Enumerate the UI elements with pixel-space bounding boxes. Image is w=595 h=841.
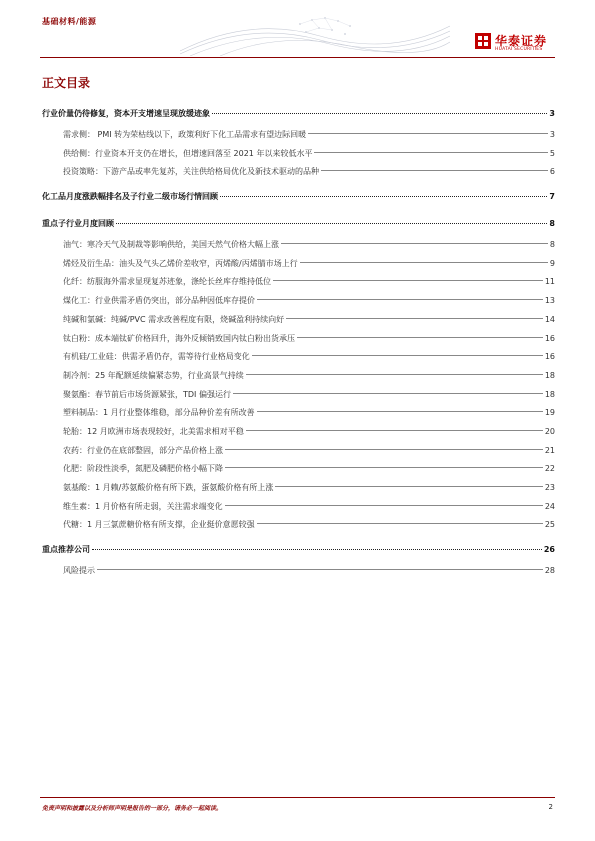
toc-entry-title: 塑料制品：1 月行业整体维稳，部分品种价差有所改善 (63, 408, 255, 418)
toc-entry-title: 化纤：纺服海外需求显现复苏迹象，涤纶长丝库存维持低位 (63, 277, 271, 287)
toc-entry-title: 需求侧： PMI 转为荣枯线以下，政策利好下化工品需求有望边际回暖 (63, 130, 307, 139)
toc-entry-page: 6 (549, 167, 555, 177)
logo-chinese-name: 华泰证券 (495, 34, 548, 48)
toc-entry-title: 投资策略：下游产品或率先复苏，关注供给格局优化及新技术驱动的品种 (63, 167, 319, 177)
page-title: 正文目录 (42, 76, 91, 90)
toc-leader-dots (257, 299, 543, 300)
toc-entry-title: 煤化工：行业供需矛盾仍突出，部分品种因低库存提价 (63, 296, 255, 306)
toc-subsection-entry[interactable] (42, 520, 555, 530)
toc-leader-dots (314, 152, 547, 153)
toc-subsection-entry[interactable] (42, 408, 555, 418)
toc-entry-page: 8 (549, 240, 555, 250)
page-number: 2 (548, 803, 553, 811)
toc-entry-page: 5 (549, 148, 555, 158)
toc-entry-page: 21 (544, 445, 555, 455)
report-category: 基础材料/能源 (42, 17, 97, 26)
toc-leader-dots (257, 411, 543, 412)
toc-subsection-entry[interactable] (42, 334, 555, 344)
toc-entry-title: 钛白粉：成本端钛矿价格回升，海外反倾销致国内钛白粉出货承压 (63, 333, 295, 343)
toc-entry-title: 风险提示 (63, 566, 95, 576)
toc-entry-title: 化工品月度涨跌幅排名及子行业二级市场行情回顾 (42, 192, 218, 202)
toc-entry-page: 19 (544, 408, 555, 418)
toc-entry-page: 18 (544, 370, 555, 380)
toc-leader-dots (212, 113, 547, 114)
toc-entry-title: 烯烃及衍生品：油头及气头乙烯价差收窄，丙烯酸/丙烯腈市场上行 (63, 258, 298, 268)
table-of-contents (42, 109, 555, 585)
toc-leader-dots (275, 486, 542, 487)
toc-subsection-entry[interactable] (42, 130, 555, 140)
toc-entry-title: 供给侧：行业资本开支仍在增长，但增速回落至 2021 年以来较低水平 (63, 148, 313, 158)
toc-subsection-entry[interactable] (42, 502, 555, 512)
toc-entry-page: 14 (544, 314, 555, 324)
toc-section-entry[interactable] (42, 219, 555, 229)
toc-entry-page: 11 (544, 277, 555, 287)
toc-entry-title: 纯碱和氯碱：纯碱/PVC 需求改善程度有限，烧碱盈利持续向好 (63, 314, 285, 324)
toc-leader-dots (257, 523, 543, 524)
toc-leader-dots (92, 549, 542, 550)
toc-entry-title: 化肥：阶段性淡季，氮肥及磷肥价格小幅下降 (63, 464, 223, 474)
toc-entry-page: 16 (544, 352, 555, 362)
toc-entry-title: 有机硅/工业硅：供需矛盾仍存，需等待行业格局变化 (63, 352, 250, 362)
toc-entry-title: 代糖：1 月三氯蔗糖价格有所支撑，企业挺价意愿较强 (63, 520, 255, 530)
toc-section-entry[interactable] (42, 109, 555, 119)
toc-leader-dots (116, 223, 547, 224)
toc-entry-title: 行业价量仍待修复，资本开支增速呈现放缓迹象 (42, 109, 210, 118)
toc-entry-title: 氨基酸：1 月赖/苏氨酸价格有所下跌，蛋氨酸价格有所上涨 (63, 483, 274, 492)
toc-entry-title: 制冷剂：25 年配额延续偏紧态势，行业高景气持续 (63, 370, 244, 380)
toc-entry-page: 9 (549, 258, 555, 268)
footer-divider (40, 797, 555, 798)
toc-leader-dots (225, 505, 543, 506)
toc-leader-dots (225, 449, 543, 450)
toc-leader-dots (252, 355, 543, 356)
toc-subsection-entry[interactable] (42, 566, 555, 576)
toc-entry-page: 13 (544, 296, 555, 306)
toc-subsection-entry[interactable] (42, 446, 555, 456)
footer-disclaimer: 免责声明和披露以及分析师声明是报告的一部分，请务必一起阅读。 (42, 805, 223, 812)
toc-entry-page: 28 (544, 566, 555, 576)
toc-leader-dots (246, 374, 543, 375)
toc-entry-page: 23 (544, 483, 555, 492)
toc-entry-page: 24 (544, 501, 555, 511)
toc-entry-page: 18 (544, 389, 555, 399)
toc-subsection-entry[interactable] (42, 240, 555, 250)
toc-entry-title: 油气：寒冷天气及制裁等影响供给，美国天然气价格大幅上涨 (63, 240, 279, 250)
toc-entry-page: 8 (549, 219, 555, 229)
toc-entry-page: 22 (544, 464, 555, 474)
toc-leader-dots (300, 262, 548, 263)
toc-subsection-entry[interactable] (42, 483, 555, 493)
header-wave-decoration (180, 6, 450, 56)
toc-subsection-entry[interactable] (42, 296, 555, 306)
toc-entry-title: 聚氨酯：春节前后市场货源紧张，TDI 偏强运行 (63, 389, 231, 399)
toc-subsection-entry[interactable] (42, 427, 555, 437)
toc-subsection-entry[interactable] (42, 149, 555, 159)
toc-entry-page: 25 (544, 520, 555, 530)
toc-leader-dots (281, 243, 548, 244)
toc-leader-dots (246, 430, 543, 431)
toc-subsection-entry[interactable] (42, 371, 555, 381)
toc-entry-title: 农药：行业仍在底部整固，部分产品价格上涨 (63, 445, 223, 455)
toc-entry-page: 20 (544, 426, 555, 436)
toc-leader-dots (321, 170, 548, 171)
toc-entry-title: 重点推荐公司 (42, 545, 90, 555)
header-divider (40, 57, 555, 58)
logo-english-name: HUATAI SECURITIES (495, 47, 543, 52)
toc-entry-page: 3 (549, 130, 555, 139)
toc-section-entry[interactable] (42, 545, 555, 555)
toc-leader-dots (233, 393, 543, 394)
huatai-logo-icon (475, 33, 491, 49)
toc-subsection-entry[interactable] (42, 315, 555, 325)
toc-leader-dots (286, 318, 543, 319)
toc-subsection-entry[interactable] (42, 464, 555, 474)
toc-leader-dots (225, 467, 543, 468)
toc-entry-page: 16 (544, 333, 555, 343)
toc-entry-page: 3 (549, 109, 555, 118)
toc-leader-dots (297, 337, 543, 338)
toc-entry-page: 7 (549, 192, 555, 202)
huatai-logo (475, 32, 557, 54)
toc-subsection-entry[interactable] (42, 277, 555, 287)
toc-entry-title: 轮胎：12 月欧洲市场表现较好，北美需求相对平稳 (63, 426, 244, 436)
toc-section-entry[interactable] (42, 192, 555, 202)
toc-leader-dots (220, 196, 547, 197)
toc-leader-dots (97, 569, 543, 570)
toc-entry-page: 26 (543, 545, 555, 555)
toc-leader-dots (308, 133, 548, 134)
toc-subsection-entry[interactable] (42, 390, 555, 400)
toc-subsection-entry[interactable] (42, 259, 555, 269)
toc-leader-dots (273, 280, 543, 281)
toc-entry-title: 维生素：1 月价格有所走弱，关注需求端变化 (63, 501, 223, 511)
toc-subsection-entry[interactable] (42, 167, 555, 177)
toc-entry-title: 重点子行业月度回顾 (42, 219, 114, 229)
toc-subsection-entry[interactable] (42, 352, 555, 362)
